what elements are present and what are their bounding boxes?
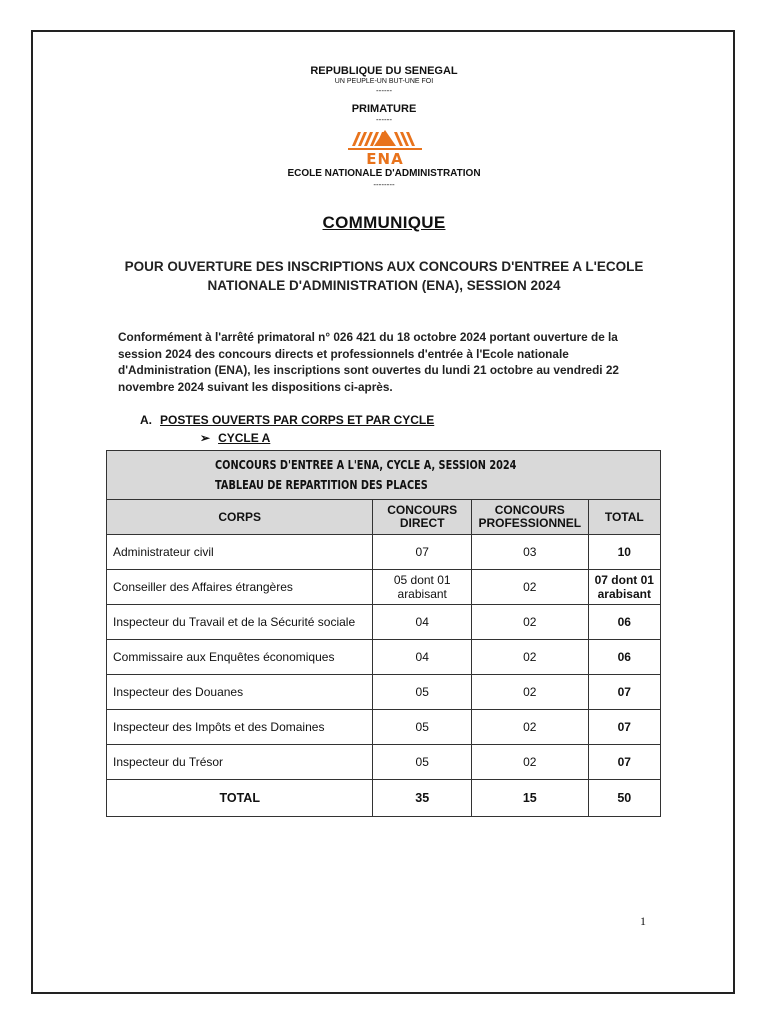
section-label: POSTES OUVERTS PAR CORPS ET PAR CYCLE	[160, 413, 435, 427]
direct-cell: 05	[373, 675, 472, 710]
table-row	[107, 675, 661, 710]
corps-cell: Commissaire aux Enquêtes économiques	[107, 640, 373, 675]
direct-cell: 04	[373, 640, 472, 675]
section-a-heading	[140, 413, 434, 427]
page-number: 1	[640, 914, 646, 928]
national-motto: UN PEUPLE-UN BUT-UNE FOI	[334, 78, 434, 85]
total-label-cell: TOTAL	[107, 780, 373, 817]
corps-cell: Inspecteur des Douanes	[107, 675, 373, 710]
column-header-direct: CONCOURS DIRECT	[373, 500, 472, 535]
separator-dashes: ------	[376, 86, 392, 95]
table-row	[107, 535, 661, 570]
total-direct-cell: 35	[373, 780, 472, 817]
table-title-line-2: TABLEAU DE REPARTITION DES PLACES	[215, 477, 428, 492]
column-header-corps: CORPS	[107, 500, 373, 535]
subtitle-line-1: POUR OUVERTURE DES INSCRIPTIONS AUX CONCOURS D'ENTREE A L'ECOLE	[124, 259, 644, 274]
separator-dashes: --------	[373, 180, 395, 189]
total-cell: 06	[588, 640, 660, 675]
corps-cell: Inspecteur du Travail et de la Sécurité sociale	[107, 605, 373, 640]
table-title-row	[107, 451, 661, 500]
corps-cell: Conseiller des Affaires étrangères	[107, 570, 373, 605]
direct-cell: 07	[373, 535, 472, 570]
table-row	[107, 605, 661, 640]
total-cell: 07	[588, 710, 660, 745]
places-table	[106, 450, 661, 817]
table-title-cell	[107, 451, 661, 500]
table-row	[107, 570, 661, 605]
ena-logo	[348, 128, 422, 166]
total-cell: 07 dont 01 arabisant	[588, 570, 660, 605]
arrow-bullet-icon: ➢	[200, 431, 211, 445]
corps-cell: Inspecteur des Impôts et des Domaines	[107, 710, 373, 745]
section-letter: A.	[140, 413, 152, 427]
subtitle	[110, 257, 658, 295]
ena-logo-text: ENA	[366, 150, 404, 166]
ecole-heading: ECOLE NATIONALE D'ADMINISTRATION	[287, 168, 481, 179]
total-cell: 10	[588, 535, 660, 570]
table-header-row	[107, 500, 661, 535]
total-cell: 07	[588, 675, 660, 710]
subtitle-line-2: NATIONALE D'ADMINISTRATION (ENA), SESSION 2024	[207, 278, 561, 293]
direct-cell: 05	[373, 710, 472, 745]
table-title-line-1: CONCOURS D'ENTREE A L'ENA, CYCLE A, SESSION 2024	[215, 457, 517, 472]
direct-cell: 05	[373, 745, 472, 780]
cycle-label: CYCLE A	[218, 431, 271, 445]
corps-cell: Inspecteur du Trésor	[107, 745, 373, 780]
direct-cell: 05 dont 01 arabisant	[373, 570, 472, 605]
communique-title: COMMUNIQUE	[322, 213, 446, 232]
grand-total-cell: 50	[588, 780, 660, 817]
primature-heading: PRIMATURE	[351, 103, 417, 115]
separator-dashes: ------	[376, 115, 392, 124]
table-row	[107, 640, 661, 675]
body-paragraph: Conformément à l'arrêté primatoral n° 026 421 du 18 octobre 2024 portant ouverture de la session 2024 des concours directs et professionnels d'entrée à l'Ecole nationale d'Administration (ENA), les inscriptions sont ouvertes du lundi 21 octobre au vendredi 22 novembre 2024 suivant les dispositions ci-après.	[118, 330, 619, 394]
table-total-row	[107, 780, 661, 817]
professionnel-cell: 02	[471, 710, 588, 745]
total-cell: 06	[588, 605, 660, 640]
total-cell: 07	[588, 745, 660, 780]
table-row	[107, 710, 661, 745]
professionnel-cell: 02	[471, 605, 588, 640]
professionnel-cell: 02	[471, 745, 588, 780]
cycle-heading	[200, 431, 270, 445]
corps-cell: Administrateur civil	[107, 535, 373, 570]
table-row	[107, 745, 661, 780]
professionnel-cell: 02	[471, 675, 588, 710]
professionnel-cell: 02	[471, 640, 588, 675]
republic-heading: REPUBLIQUE DU SENEGAL	[310, 65, 458, 77]
column-header-professionnel: CONCOURS PROFESSIONNEL	[471, 500, 588, 535]
professionnel-cell: 02	[471, 570, 588, 605]
professionnel-cell: 03	[471, 535, 588, 570]
direct-cell: 04	[373, 605, 472, 640]
total-professionnel-cell: 15	[471, 780, 588, 817]
column-header-total: TOTAL	[588, 500, 660, 535]
